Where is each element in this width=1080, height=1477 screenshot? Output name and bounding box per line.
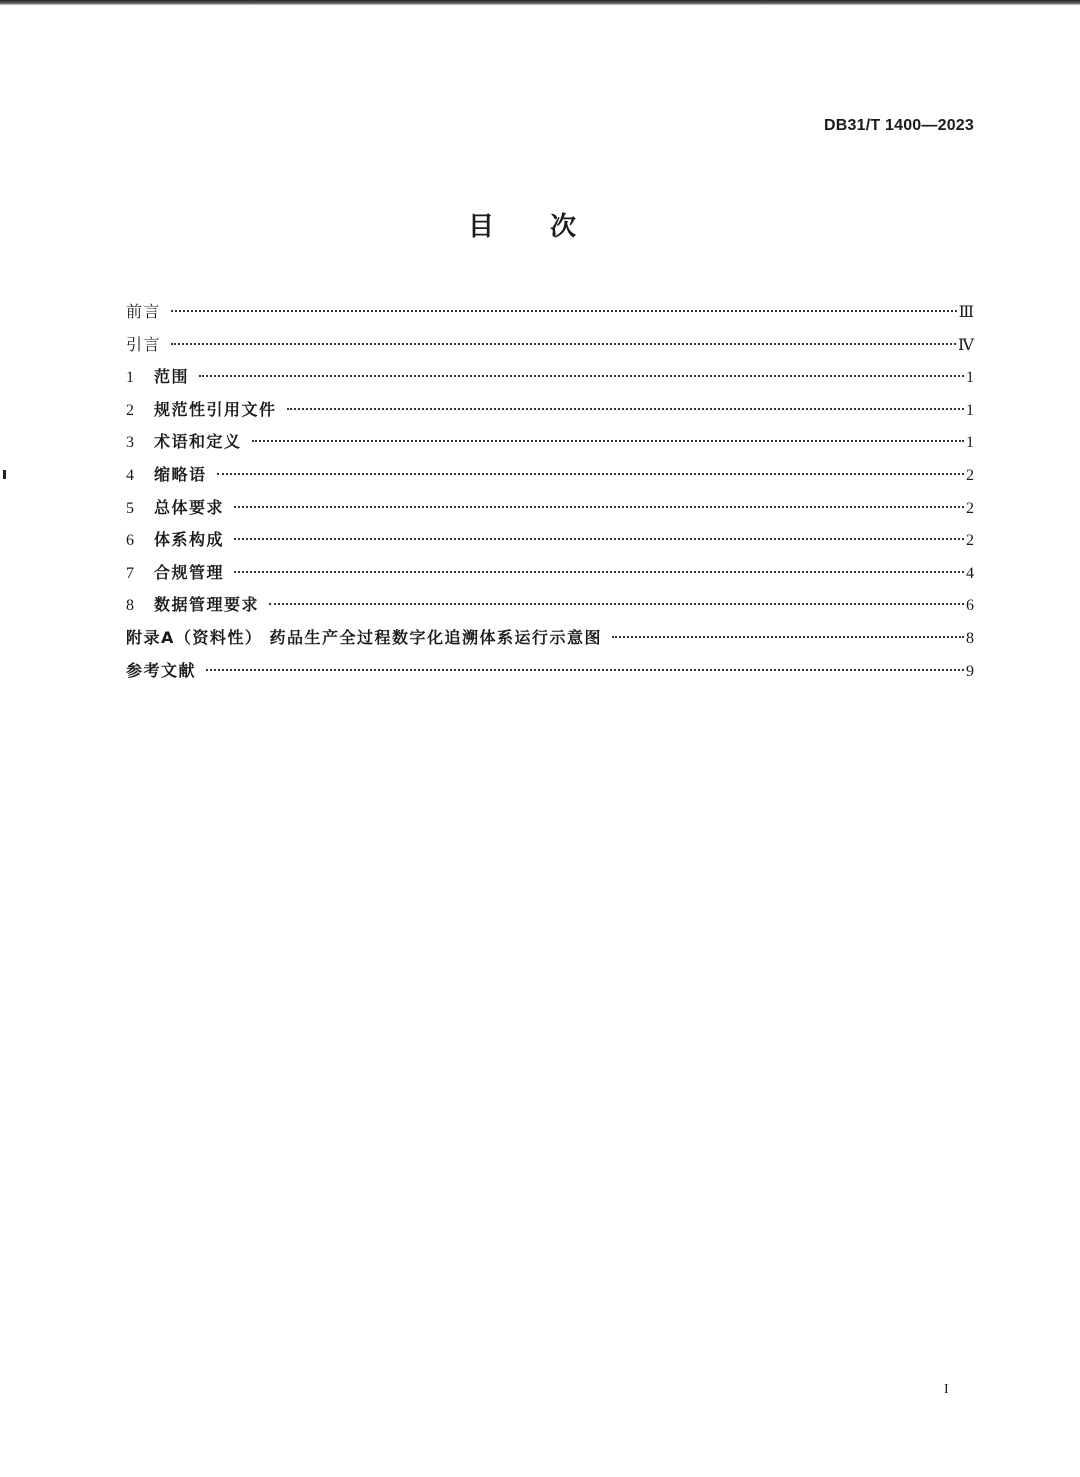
toc-entry-number: 6 (126, 532, 134, 550)
toc-entry-label: 体系构成 (154, 530, 225, 550)
toc-entry-page: 2 (966, 499, 974, 517)
toc-entry-number: 3 (126, 434, 134, 452)
toc-entry-page: 9 (966, 662, 974, 680)
toc-entry-label: 数据管理要求 (154, 595, 260, 615)
toc-entry-foreword (126, 296, 974, 329)
toc-entry-label: 前言 (126, 302, 162, 321)
toc-entry-page: 2 (966, 532, 974, 550)
toc-entry-number: 2 (126, 401, 134, 419)
toc-entry-compliance-management (126, 557, 974, 590)
dot-leader (234, 538, 964, 540)
toc-entry-page: Ⅳ (958, 336, 974, 354)
toc-entry-number: 8 (126, 597, 134, 615)
dot-leader (171, 343, 956, 345)
toc-entry-page: 8 (966, 629, 974, 647)
toc-entry-system-composition (126, 524, 974, 557)
toc-entry-label: 总体要求 (154, 497, 225, 517)
toc-entry-page: 6 (966, 597, 974, 615)
toc-entry-data-management (126, 589, 974, 622)
table-of-contents (126, 296, 974, 687)
dot-leader (287, 408, 964, 410)
toc-entry-label: 规范性引用文件 (154, 399, 277, 419)
toc-entry-number: 7 (126, 564, 134, 582)
scan-edge-mark (3, 470, 6, 479)
dot-leader (269, 603, 964, 605)
toc-entry-number: 1 (126, 369, 134, 387)
toc-entry-page: 1 (966, 369, 974, 387)
toc-entry-page: Ⅲ (958, 304, 974, 321)
toc-entry-label: 术语和定义 (154, 432, 242, 452)
toc-entry-appendix-a (126, 622, 974, 655)
toc-entry-bibliography (126, 655, 974, 688)
toc-entry-page: 2 (966, 466, 974, 484)
toc-entry-label: 附录A（资料性） 药品生产全过程数字化追溯体系运行示意图 (126, 627, 602, 647)
toc-entry-number: 5 (126, 499, 134, 517)
toc-entry-label: 参考文献 (126, 660, 197, 680)
dot-leader (206, 669, 964, 671)
page-title: 目次 (467, 212, 632, 242)
toc-entry-number: 4 (126, 466, 134, 484)
dot-leader (199, 375, 964, 377)
toc-entry-label: 引言 (126, 334, 162, 354)
dot-leader (234, 506, 964, 508)
dot-leader (171, 310, 957, 312)
toc-entry-abbreviations (126, 459, 974, 492)
document-code: DB31/T 1400—2023 (824, 117, 974, 134)
toc-entry-page: 1 (966, 434, 974, 452)
dot-leader (234, 571, 964, 573)
toc-entry-page: 4 (966, 564, 974, 582)
scan-top-edge (0, 0, 1080, 5)
page-number: I (944, 1382, 949, 1397)
toc-entry-introduction (126, 329, 974, 362)
dot-leader (252, 440, 964, 442)
toc-entry-terms-definitions (126, 426, 974, 459)
toc-entry-general-requirements (126, 492, 974, 525)
dot-leader (217, 473, 964, 475)
toc-entry-scope (126, 361, 974, 394)
toc-entry-label: 合规管理 (154, 562, 225, 582)
toc-entry-label: 范围 (154, 367, 190, 387)
toc-entry-normative-references (126, 394, 974, 427)
toc-entry-page: 1 (966, 401, 974, 419)
dot-leader (612, 636, 964, 638)
toc-entry-label: 缩略语 (154, 464, 207, 484)
